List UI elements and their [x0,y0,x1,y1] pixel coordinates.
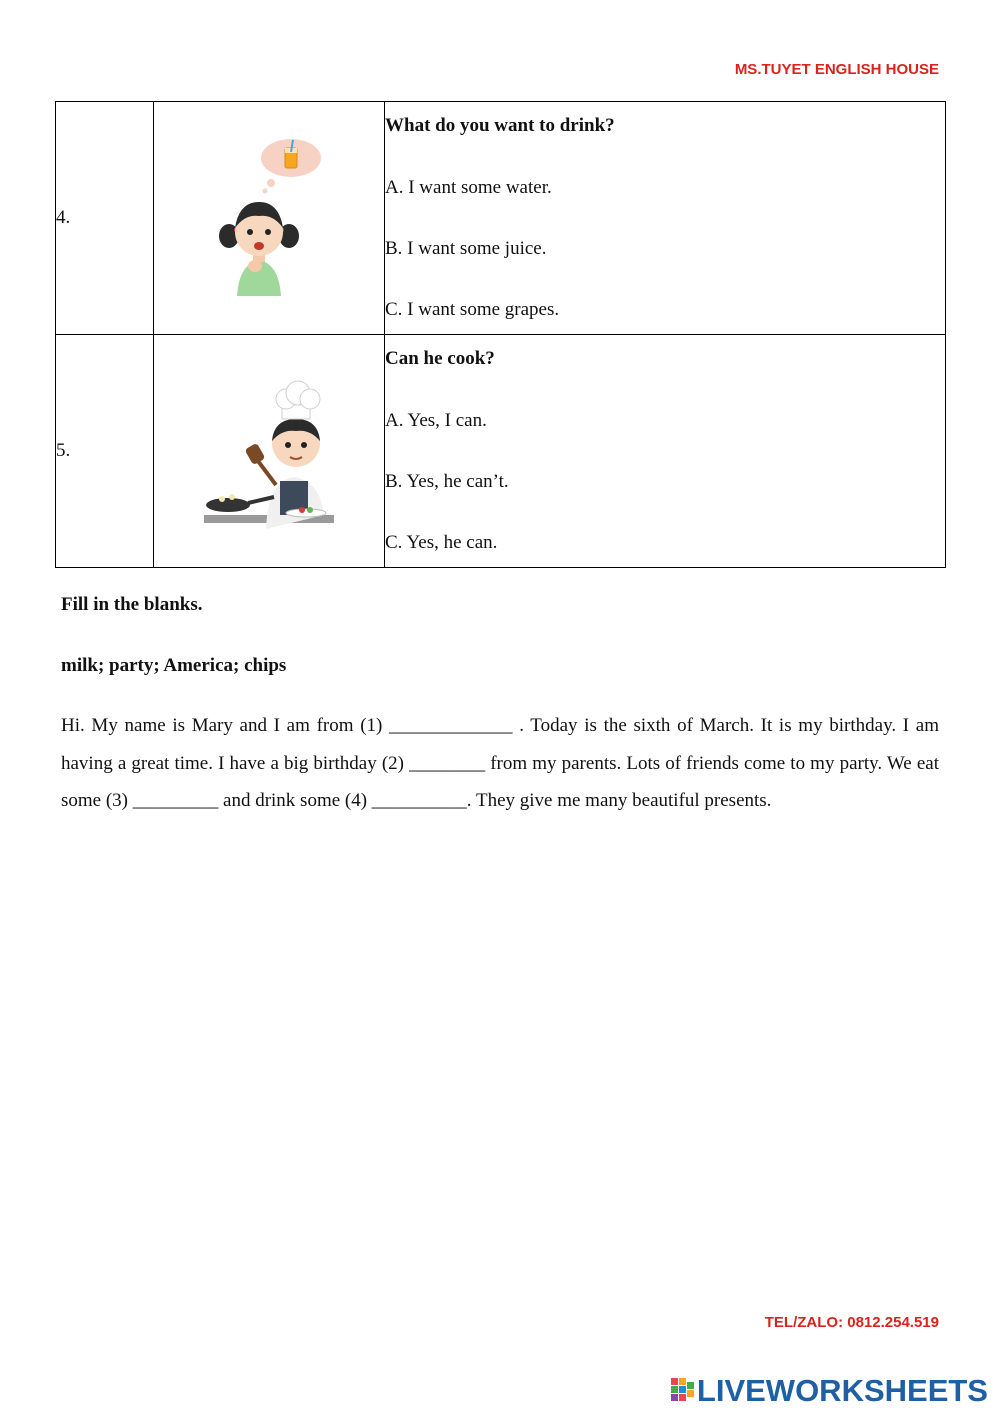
question-image-cell [154,102,385,335]
question-text: Can he cook? [385,348,495,369]
question-cell [385,102,946,335]
word-bank: milk; party; America; chips [61,655,287,676]
liveworksheets-logo-icon [671,1376,697,1406]
fill-section-title: Fill in the blanks. [61,594,203,615]
question-number: 5. [56,335,154,568]
passage-text: Hi. My name is Mary and I am from (1) _____________ . Today is the sixth of March. It is my birthday. I am having a great time. I have a big birthday (2) ________ from my parents. Lots of friends come to my party. We eat some (3) _________ and drink some (4) __________. They give me many beautiful presents. [61,715,939,811]
question-image-cell [154,335,385,568]
header-brand: MS.TUYET ENGLISH HOUSE [734,61,939,78]
question-row [56,335,946,568]
answer-option[interactable]: B. Yes, he can’t. [385,471,509,492]
footer-tel: TEL/ZALO: 0812.254.519 [764,1314,939,1331]
answer-option[interactable]: A. I want some water. [385,177,552,198]
answer-option[interactable]: A. Yes, I can. [385,410,487,431]
question-cell [385,335,946,568]
question-number: 4. [56,102,154,335]
liveworksheets-logo [671,1373,988,1409]
liveworksheets-logo-text: LIVEWORKSHEETS [696,1373,988,1408]
girl-thinking-of-juice-image [209,136,329,296]
answer-option[interactable]: C. I want some grapes. [385,299,560,320]
boy-chef-cooking-image [202,369,336,529]
question-text: What do you want to drink? [385,115,615,136]
question-row [56,102,946,335]
answer-option[interactable]: B. I want some juice. [385,238,547,259]
quiz-table [55,101,946,568]
answer-option[interactable]: C. Yes, he can. [385,532,498,553]
